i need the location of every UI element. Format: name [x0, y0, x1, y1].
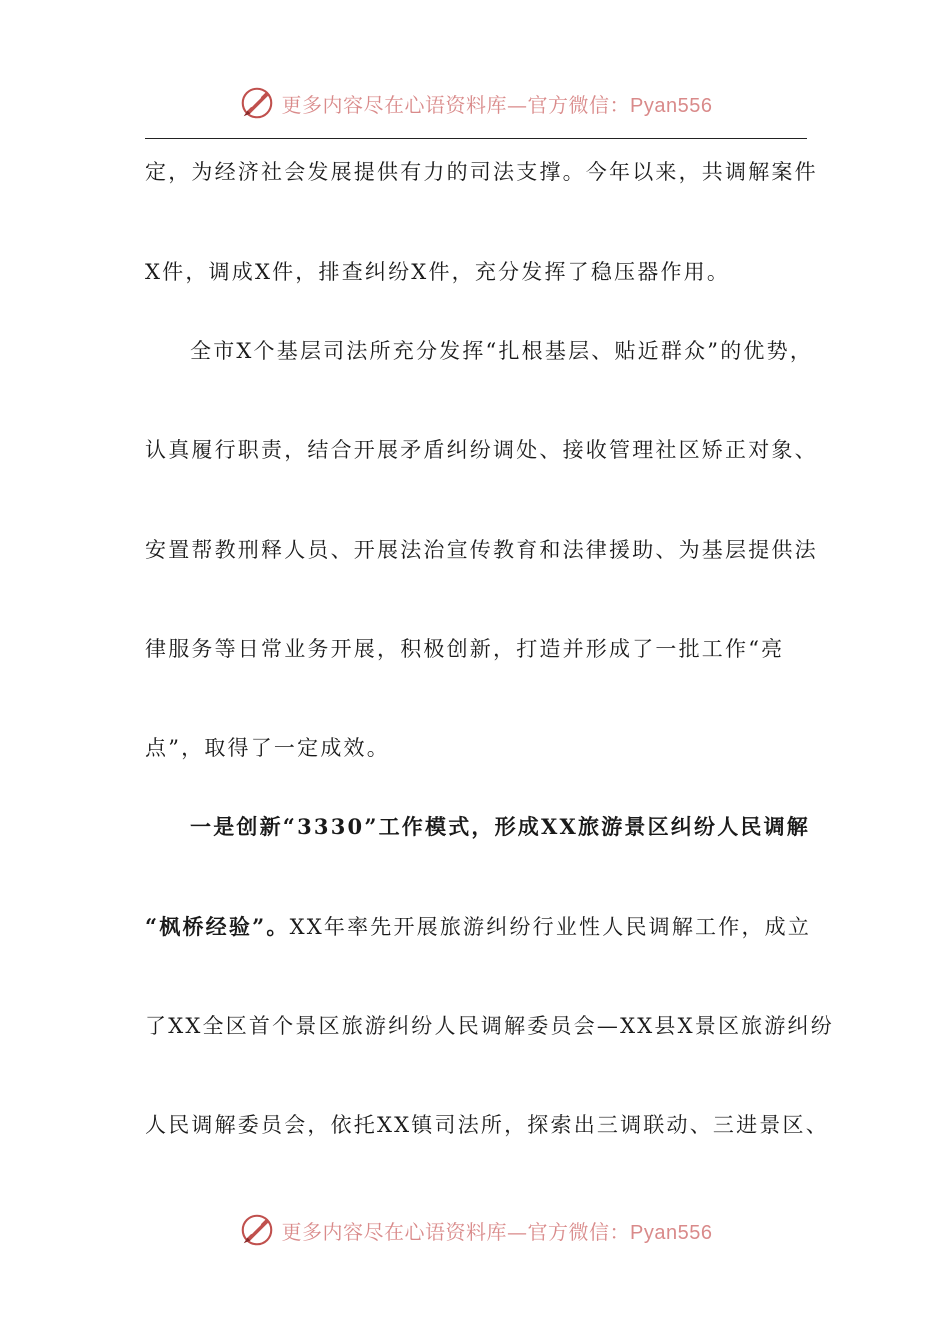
- body-line-8-heading: 一是创新“3330”工作模式，形成XX旅游景区纠纷人民调解: [190, 814, 810, 839]
- header-banner: [0, 81, 950, 125]
- quill-pen-logo-icon: [238, 84, 276, 122]
- footer-banner-text: 更多内容尽在心语资料库—官方微信：Pyan556: [281, 1219, 713, 1244]
- footer-wechat-id: Pyan556: [630, 1221, 713, 1244]
- body-line-4: 认真履行职责，结合开展矛盾纠纷调处、接收管理社区矫正对象、: [145, 438, 818, 462]
- body-line-9-text: XX年率先开展旅游纠纷行业性人民调解工作，成立: [289, 915, 812, 939]
- body-line-10: 了XX全区首个景区旅游纠纷人民调解委员会—XX县X景区旅游纠纷: [145, 1014, 834, 1038]
- body-line-11: 人民调解委员会，依托XX镇司法所，探索出三调联动、三进景区、: [145, 1113, 829, 1137]
- body-line-1: 定，为经济社会发展提供有力的司法支撑。今年以来，共调解案件: [145, 160, 818, 184]
- body-line-5: 安置帮教刑释人员、开展法治宣传教育和法律援助、为基层提供法: [145, 538, 818, 562]
- body-line-2: X件，调成X件，排查纠纷X件，充分发挥了稳压器作用。: [145, 260, 731, 284]
- header-divider: [145, 138, 807, 139]
- body-line-7: 点”，取得了一定成效。: [145, 736, 390, 760]
- quill-pen-logo-icon: [238, 1211, 276, 1249]
- footer-banner: [0, 1208, 950, 1252]
- body-line-9: [145, 912, 810, 942]
- body-line-9-heading: “枫桥经验”。: [145, 914, 290, 939]
- header-wechat-id: Pyan556: [630, 94, 713, 117]
- body-line-3: 全市X个基层司法所充分发挥“扎根基层、贴近群众”的优势，: [190, 339, 814, 363]
- body-line-6: 律服务等日常业务开展，积极创新，打造并形成了一批工作“亮: [145, 637, 785, 661]
- header-banner-text: 更多内容尽在心语资料库—官方微信：Pyan556: [281, 92, 713, 117]
